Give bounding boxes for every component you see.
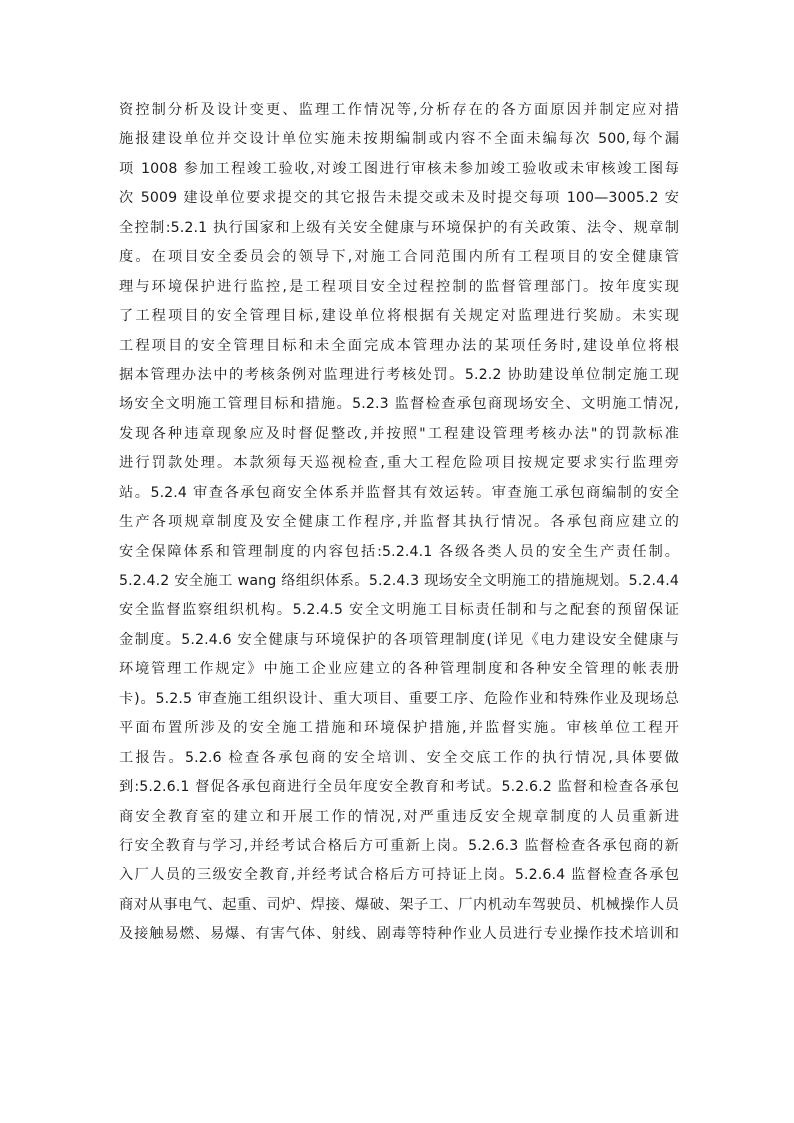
- text-line: 平面布置所涉及的安全施工措施和环境保护措施,并监督实施。审核单位工程开: [119, 720, 679, 737]
- text-line: 据本管理办法中的考核条例对监理进行考核处罚。5.2.2 协助建设单位制定施工现: [119, 366, 679, 383]
- text-line: 入厂人员的三级安全教育,并经考试合格后方可持证上岗。5.2.6.4 监督检查各承包: [119, 867, 679, 884]
- text-line: 商安全教育室的建立和开展工作的情况,对严重违反安全规章制度的人员重新进: [119, 808, 679, 825]
- text-line: 度。在项目安全委员会的领导下,对施工合同范围内所有工程项目的安全健康管: [119, 249, 679, 266]
- text-line: 次 5009 建设单位要求提交的其它报告未提交或未及时提交每项 100—3005.2 安: [119, 190, 679, 207]
- text-line: 施报建设单位并交设计单位实施未按期编制或内容不全面未编每次 500,每个漏: [119, 131, 679, 148]
- text-line: 发现各种违章现象应及时督促整改,并按照"工程建设管理考核办法"的罚款标准: [119, 425, 679, 442]
- text-line: 5.2.4.2 安全施工 wang 络组织体系。5.2.4.3 现场安全文明施工的措施规划。5.2.4.4: [119, 573, 679, 589]
- text-line: 了工程项目的安全管理目标,建设单位将根据有关规定对监理进行奖励。未实现: [119, 308, 679, 325]
- text-line: 安全监督监察组织机构。5.2.4.5 安全文明施工目标责任制和与之配套的预留保证: [119, 602, 679, 619]
- text-line: 行安全教育与学习,并经考试合格后方可重新上岗。5.2.6.3 监督检查各承包商的新: [119, 837, 679, 854]
- text-line: 项 1008 参加工程竣工验收,对竣工图进行审核未参加竣工验收或未审核竣工图每: [119, 160, 679, 177]
- text-line: 工程项目的安全管理目标和未全面完成本管理办法的某项任务时,建设单位将根: [119, 337, 679, 354]
- text-line: 生产各项规章制度及安全健康工作程序,并监督其执行情况。各承包商应建立的: [119, 514, 679, 531]
- text-line: 工报告。5.2.6 检查各承包商的安全培训、安全交底工作的执行情况,具体要做: [119, 749, 679, 766]
- text-line: 及接触易燃、易爆、有害气体、射线、剧毒等特种作业人员进行专业操作技术培训和: [119, 926, 679, 943]
- text-line: 到:5.2.6.1 督促各承包商进行全员年度安全教育和考试。5.2.6.2 监督和检查各承包: [119, 779, 679, 796]
- text-line: 金制度。5.2.4.6 安全健康与环境保护的各项管理制度(详见《电力建设安全健康与: [119, 631, 679, 648]
- text-line: 商对从事电气、起重、司炉、焊接、爆破、架子工、厂内机动车驾驶员、机械操作人员: [119, 896, 679, 913]
- body-text: [119, 96, 679, 950]
- text-line: 资控制分析及设计变更、监理工作情况等,分析存在的各方面原因并制定应对措: [119, 102, 679, 118]
- text-line: 全控制:5.2.1 执行国家和上级有关安全健康与环境保护的有关政策、法令、规章制: [119, 219, 679, 236]
- text-line: 理与环境保护进行监控,是工程项目安全过程控制的监督管理部门。按年度实现: [119, 278, 679, 295]
- text-line: 卡)。5.2.5 审查施工组织设计、重大项目、重要工序、危险作业和特殊作业及现场总: [119, 690, 679, 707]
- text-line: 安全保障体系和管理制度的内容包括:5.2.4.1 各级各类人员的安全生产责任制。: [119, 543, 679, 560]
- text-line: 进行罚款处理。本款须每天巡视检查,重大工程危险项目按规定要求实行监理旁: [119, 455, 679, 472]
- text-line: 场安全文明施工管理目标和措施。5.2.3 监督检查承包商现场安全、文明施工情况,: [119, 396, 679, 413]
- text-line: 环境管理工作规定》中施工企业应建立的各种管理制度和各种安全管理的帐表册: [119, 661, 679, 678]
- text-line: 站。5.2.4 审查各承包商安全体系并监督其有效运转。审查施工承包商编制的安全: [119, 484, 679, 501]
